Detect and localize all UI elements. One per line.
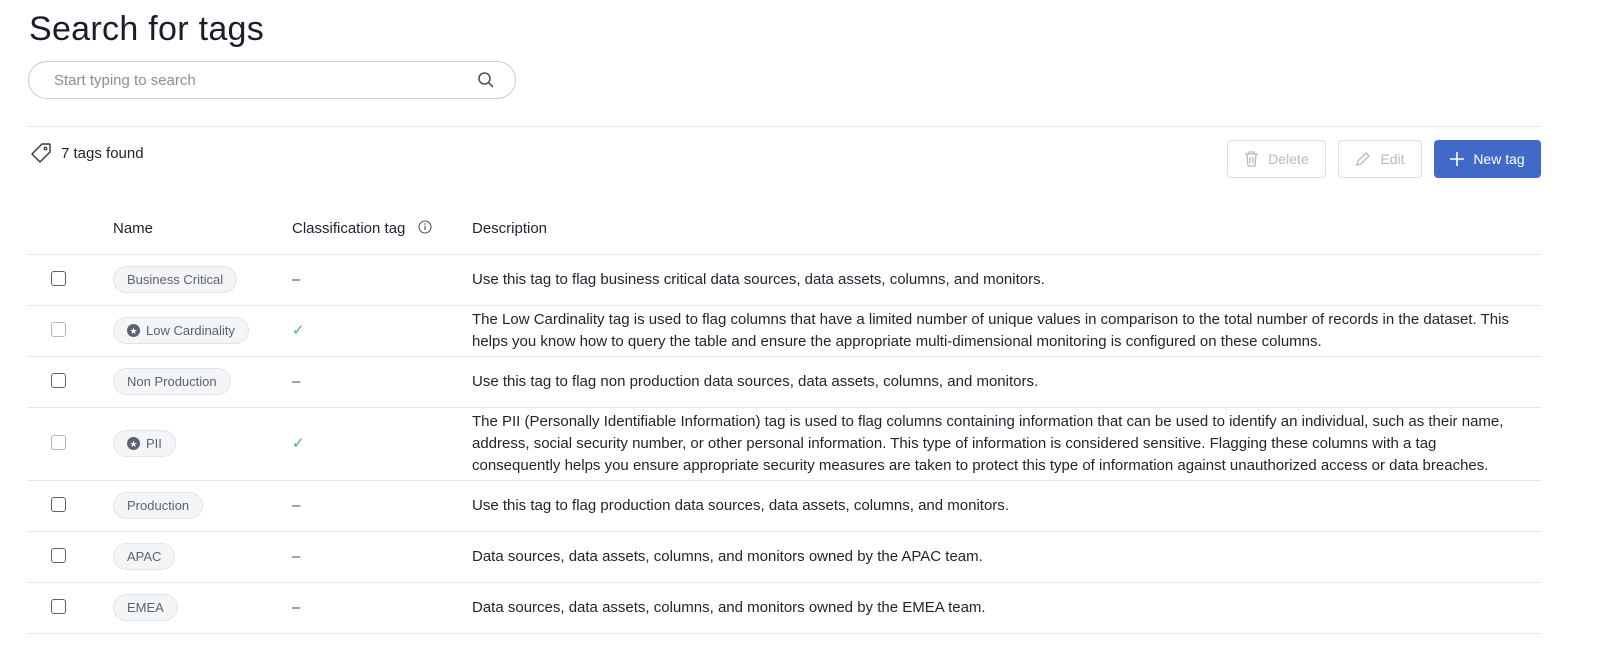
row-checkbox[interactable] [51,497,66,512]
trash-icon [1244,151,1259,167]
tag-name: APAC [127,548,162,564]
tag-chip[interactable] [113,266,237,293]
header-description[interactable]: Description [472,203,1541,254]
table-row[interactable] [28,582,1541,633]
star-icon: ★ [127,437,140,450]
row-checkbox[interactable] [51,435,66,450]
search-box[interactable] [28,61,516,99]
tag-chip[interactable] [113,430,176,457]
row-checkbox[interactable] [51,599,66,614]
delete-button[interactable] [1227,140,1326,178]
tag-chip[interactable] [113,492,203,519]
tag-description: Use this tag to flag non production data sources, data assets, columns, and monitors. [472,356,1541,407]
table-header [28,203,1541,254]
row-checkbox[interactable] [51,271,66,286]
tag-name: Business Critical [127,271,224,287]
tag-description: Use this tag to flag production data sources, data assets, columns, and monitors. [472,480,1541,531]
search-icon[interactable] [477,71,495,89]
delete-label: Delete [1268,151,1309,167]
check-icon: ✓ [292,321,305,339]
table-row[interactable] [28,531,1541,582]
tag-name: EMEA [127,599,164,615]
divider [28,126,1540,127]
search-input[interactable] [54,72,477,89]
info-icon[interactable] [418,220,432,234]
check-icon: ✓ [292,434,305,452]
table-row[interactable] [28,407,1541,480]
tag-icon [30,142,52,164]
pencil-icon [1355,151,1371,167]
tag-description: The Low Cardinality tag is used to flag columns that have a limited number of unique values in comparison to the total number of records in the dataset. This helps you know how to query the table and ensure the appropriate multi-dimensional monitoring is configured on these columns. [472,305,1541,356]
tag-chip[interactable] [113,368,231,395]
classification-dash: – [292,270,301,288]
new-tag-label: New tag [1473,151,1525,167]
tag-name: Low Cardinality [146,322,235,338]
table-row[interactable] [28,356,1541,407]
header-classification-label: Classification tag [292,219,406,237]
edit-label: Edit [1380,151,1405,167]
tags-count-text: 7 tags found [61,144,144,162]
classification-dash: – [292,372,301,390]
star-icon: ★ [127,324,140,337]
tag-chip[interactable] [113,543,175,570]
tag-description: Data sources, data assets, columns, and monitors owned by the APAC team. [472,531,1541,582]
tags-count [30,142,144,164]
page-title: Search for tags [29,10,265,48]
table-row[interactable] [28,480,1541,531]
tag-chip[interactable] [113,594,178,621]
header-name[interactable]: Name [113,203,292,254]
tags-table [28,203,1541,634]
row-checkbox[interactable] [51,548,66,563]
table-row[interactable] [28,254,1541,305]
row-checkbox[interactable] [51,373,66,388]
tag-chip[interactable] [113,317,249,344]
tag-name: PII [146,435,162,451]
new-tag-button[interactable] [1434,140,1541,178]
classification-dash: – [292,598,301,616]
tag-description: Use this tag to flag business critical data sources, data assets, columns, and monitors. [472,254,1541,305]
classification-dash: – [292,496,301,514]
edit-button[interactable] [1338,140,1422,178]
row-checkbox[interactable] [51,322,66,337]
tag-name: Production [127,497,190,513]
plus-icon [1450,152,1464,166]
header-classification[interactable] [292,203,472,254]
classification-dash: – [292,547,301,565]
tag-description: Data sources, data assets, columns, and monitors owned by the EMEA team. [472,582,1541,633]
table-row[interactable] [28,305,1541,356]
tag-description: The PII (Personally Identifiable Information) tag is used to flag columns containing information that can be used to identify an individual, such as their name, address, social security number, or other personal information. This type of information is considered sensitive. Flagging these columns with a tag consequently helps you ensure appropriate security measures are taken to protect this type of information against unauthorized access or data breaches. [472,407,1541,480]
tag-name: Non Production [127,373,217,389]
